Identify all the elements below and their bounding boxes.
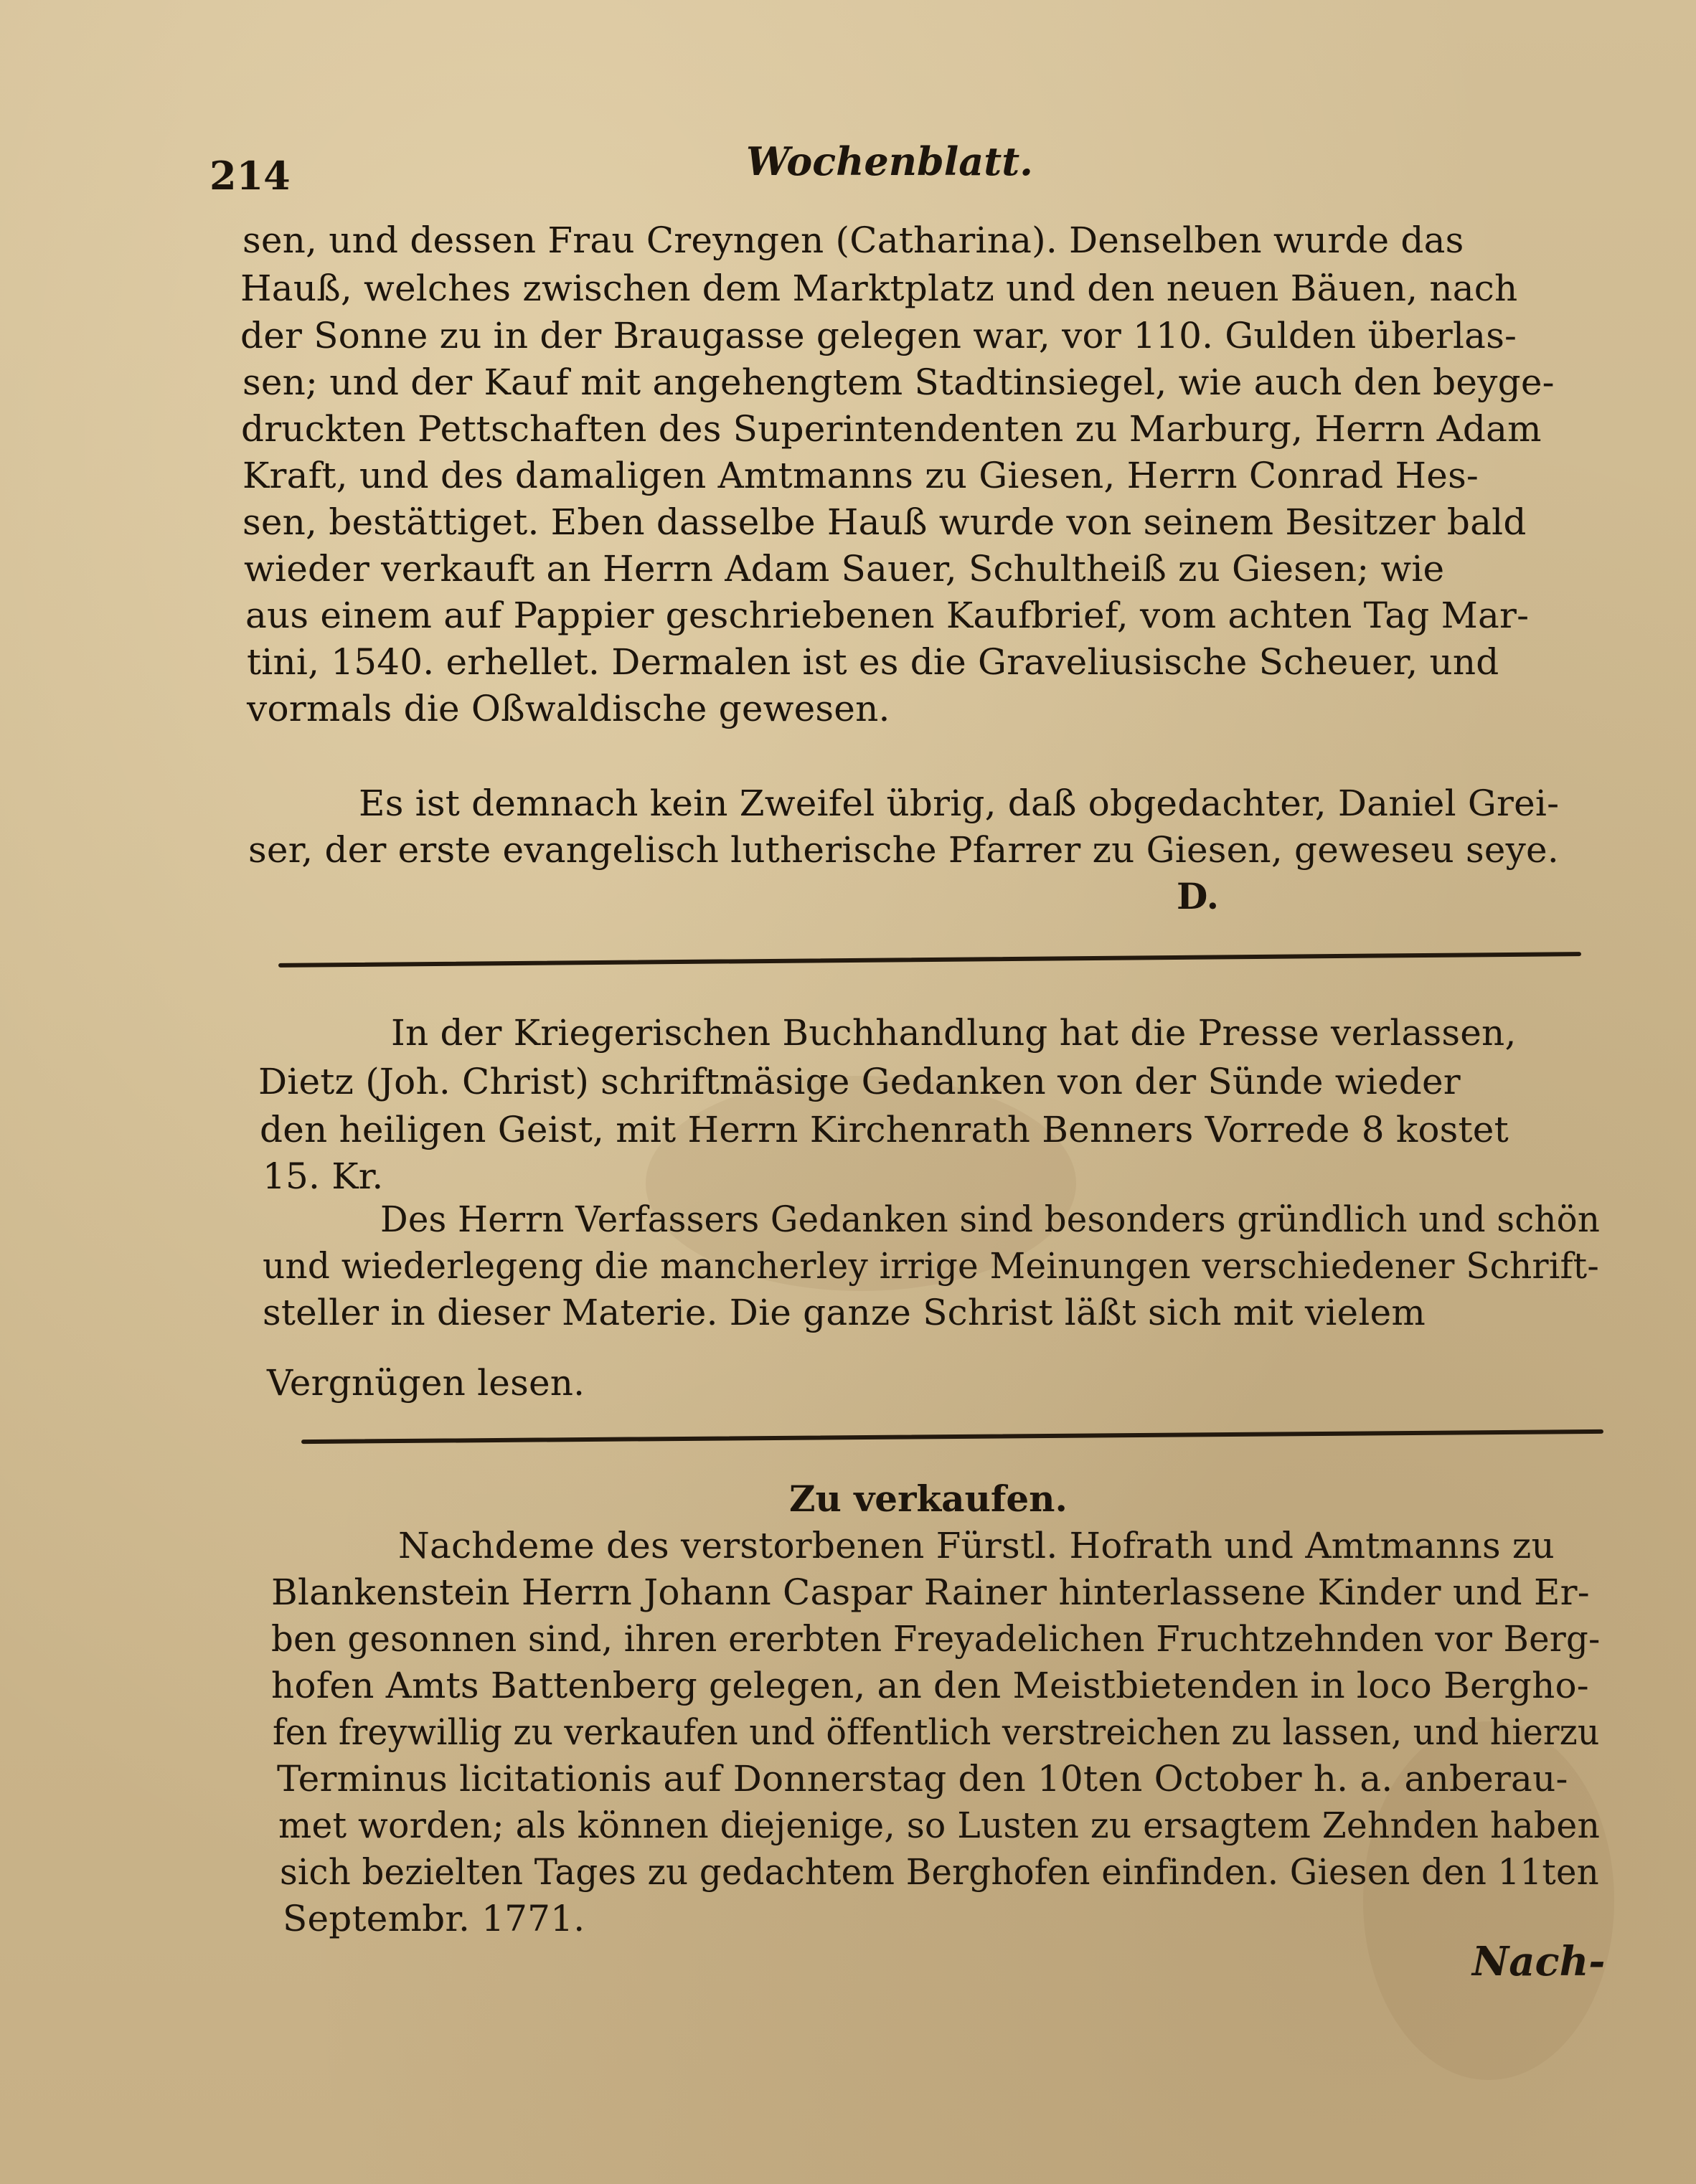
- text-line: den heiligen Geist, mit Herrn Kirchenrath Benners Vorrede 8 kostet: [260, 1109, 1509, 1150]
- text-line: sen, bestättiget. Eben dasselbe Hauß wurde von seinem Besitzer bald: [242, 501, 1527, 543]
- running-head: Wochenblatt.: [746, 138, 1033, 184]
- text-line: Es ist demnach kein Zweifel übrig, daß obgedachter, Daniel Grei-: [359, 783, 1560, 824]
- text-line: met worden; als können diejenige, so Lusten zu ersagtem Zehnden haben: [278, 1805, 1601, 1846]
- section-heading: Zu verkaufen.: [789, 1478, 1068, 1520]
- text-line: vormals die Oßwaldische gewesen.: [247, 688, 890, 729]
- text-line: Des Herrn Verfassers Gedanken sind besonders gründlich und schön: [380, 1199, 1601, 1240]
- text-line: sich bezielten Tages zu gedachtem Berghofen einfinden. Giesen den 11ten: [280, 1851, 1599, 1893]
- text-line: fen freywillig zu verkaufen und öffentlich verstreichen zu lassen, und hierzu: [273, 1711, 1600, 1753]
- text-line: In der Kriegerischen Buchhandlung hat die Presse verlassen,: [391, 1012, 1517, 1054]
- section-divider: [278, 952, 1581, 968]
- text-line: tini, 1540. erhellet. Dermalen ist es die Graveliusische Scheuer, und: [247, 641, 1499, 683]
- text-line: Terminus licitationis auf Donnerstag den 10ten October h. a. anberau-: [277, 1758, 1568, 1800]
- text-line: Kraft, und des damaligen Amtmanns zu Giesen, Herrn Conrad Hes-: [242, 455, 1479, 496]
- text-line: steller in dieser Materie. Die ganze Schrist läßt sich mit vielem: [263, 1292, 1426, 1333]
- text-line: Hauß, welches zwischen dem Marktplatz und den neuen Bäuen, nach: [240, 268, 1518, 309]
- text-line: sen; und der Kauf mit angehengtem Stadtinsiegel, wie auch den beyge-: [242, 361, 1555, 403]
- text-line: Vergnügen lesen.: [267, 1362, 585, 1404]
- text-line: ben gesonnen sind, ihren ererbten Freyadelichen Fruchtzehnden vor Berg-: [271, 1618, 1601, 1660]
- text-line: Dietz (Joh. Christ) schriftmäsige Gedanken von der Sünde wieder: [258, 1061, 1461, 1102]
- text-line: hofen Amts Battenberg gelegen, an den Meistbietenden in loco Bergho-: [271, 1665, 1589, 1706]
- catchword: Nach-: [1472, 1938, 1606, 1985]
- text-line: Nachdeme des verstorbenen Fürstl. Hofrath und Amtmanns zu: [398, 1525, 1555, 1566]
- text-line: sen, und dessen Frau Creyngen (Catharina). Denselben wurde das: [242, 219, 1464, 261]
- text-line: wieder verkauft an Herrn Adam Sauer, Schultheiß zu Giesen; wie: [244, 548, 1445, 590]
- author-signature: D.: [1177, 875, 1219, 917]
- text-line: Septembr. 1771.: [283, 1898, 585, 1939]
- text-line: Blankenstein Herrn Johann Caspar Rainer hinterlassene Kinder und Er-: [271, 1571, 1590, 1613]
- text-line: aus einem auf Pappier geschriebenen Kaufbrief, vom achten Tag Mar-: [245, 595, 1530, 636]
- page-number: 214: [209, 153, 291, 199]
- text-line: der Sonne zu in der Braugasse gelegen war, vor 110. Gulden überlas-: [240, 315, 1517, 356]
- text-line: und wiederlegeng die mancherley irrige Meinungen verschiedener Schrift-: [263, 1245, 1599, 1287]
- text-line: ser, der erste evangelisch lutherische Pfarrer zu Giesen, geweseu seye.: [248, 829, 1559, 871]
- text-line: druckten Pettschaften des Superintendenten zu Marburg, Herrn Adam: [241, 408, 1542, 450]
- section-divider: [301, 1429, 1603, 1444]
- text-line: 15. Kr.: [263, 1155, 384, 1197]
